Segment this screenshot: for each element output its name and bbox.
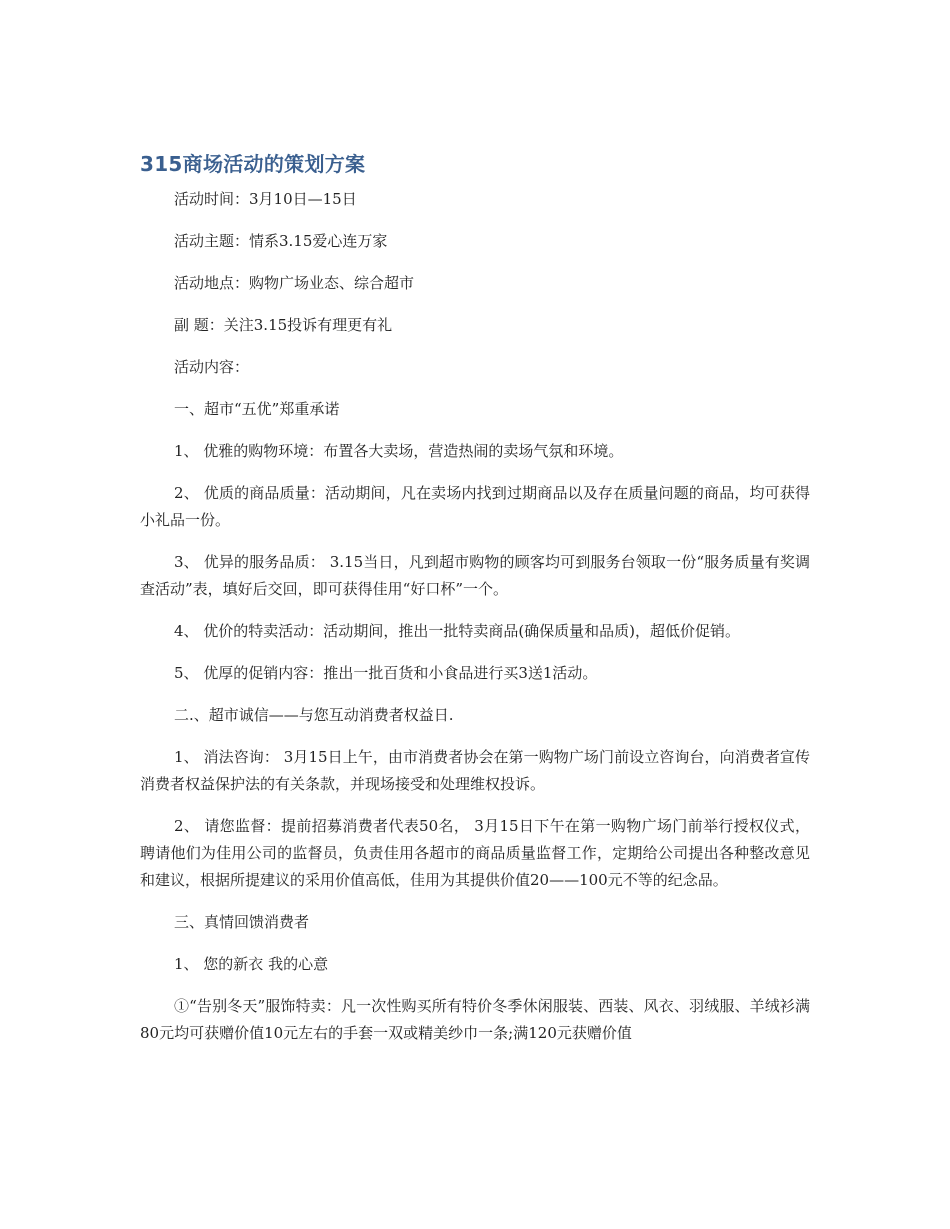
paragraph-item: 2、 优质的商品质量：活动期间，凡在卖场内找到过期商品以及存在质量问题的商品，均可获得小礼品一份。 [140, 484, 810, 529]
paragraph-activity-location: 活动地点：购物广场业态、综合超市 [174, 274, 415, 292]
document-title: 315商场活动的策划方案 [140, 152, 366, 176]
paragraph-item: 1、 优雅的购物环境：布置各大卖场，营造热闹的卖场气氛和环境。 [174, 442, 624, 460]
paragraph-item: 4、 优价的特卖活动：活动期间，推出一批特卖商品(确保质量和品质)，超低价促销。 [174, 622, 741, 640]
paragraph-subtitle: 副 题：关注3.15投诉有理更有礼 [174, 316, 393, 334]
paragraph-item: 1、 消法咨询： 3月15日上午，由市消费者协会在第一购物广场门前设立咨询台，向消费者宣传消费者权益保护法的有关条款，并现场接受和处理维权投诉。 [140, 748, 810, 793]
paragraph-item: 5、 优厚的促销内容：推出一批百货和小食品进行买3送1活动。 [174, 664, 598, 682]
paragraph-item: 1、 您的新衣 我的心意 [174, 955, 329, 973]
section-heading-2: 二.、超市诚信——与您互动消费者权益日. [174, 706, 454, 724]
section-heading-3: 三、真情回馈消费者 [174, 913, 310, 931]
paragraph-activity-time: 活动时间：3月10日—15日 [174, 190, 357, 208]
paragraph-activity-theme: 活动主题：情系3.15爱心连万家 [174, 232, 388, 250]
section-heading-1: 一、超市“五优”郑重承诺 [174, 400, 340, 418]
paragraph-item: 3、 优异的服务品质： 3.15当日，凡到超市购物的顾客均可到服务台领取一份“服务质量有奖调查活动”表，填好后交回，即可获得佳用“好口杯”一个。 [140, 553, 810, 598]
document-page [140, 148, 810, 1062]
paragraph-activity-content: 活动内容： [174, 358, 250, 376]
paragraph-item: ①“告别冬天”服饰特卖：凡一次性购买所有特价冬季休闲服装、西装、风衣、羽绒服、羊绒衫满80元均可获赠价值10元左右的手套一双或精美纱巾一条;满120元获赠价值 [140, 997, 810, 1042]
paragraph-item: 2、 请您监督：提前招募消费者代表50名， 3月15日下午在第一购物广场门前举行授权仪式，聘请他们为佳用公司的监督员，负责佳用各超市的商品质量监督工作，定期给公司提出各种整改意见和建议，根据所提建议的采用价值高低，佳用为其提供价值20——100元不等的纪念品。 [140, 817, 810, 889]
